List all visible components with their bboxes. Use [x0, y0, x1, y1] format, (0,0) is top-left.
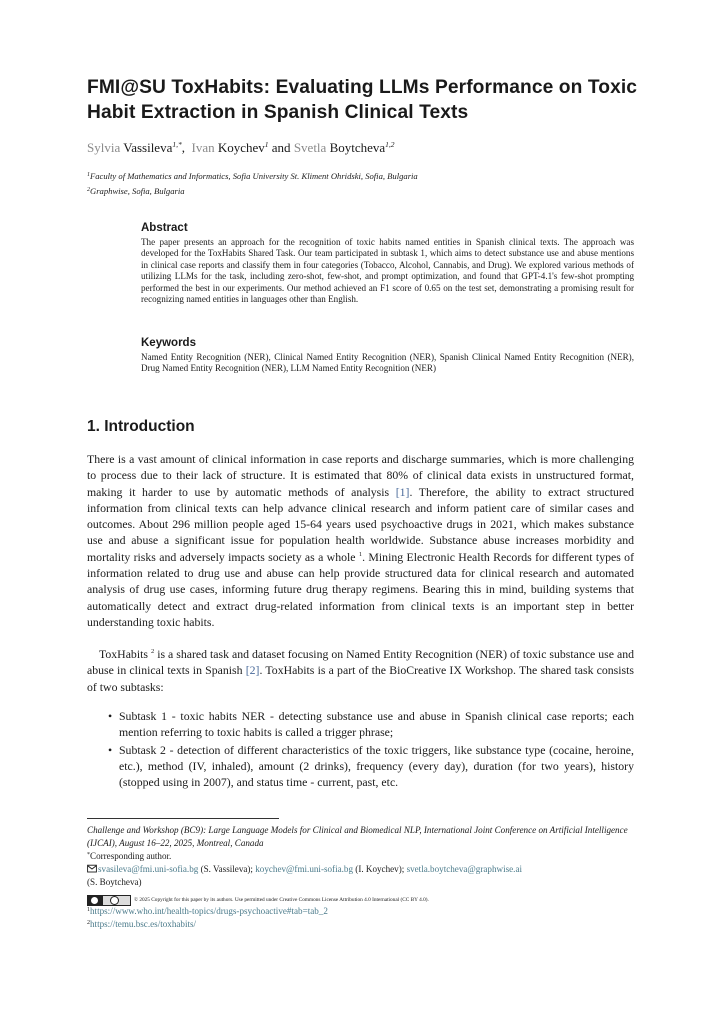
abstract-text: The paper presents an approach for the recognition of toxic habits named entities in Spanish clinical texts. The approach was developed for the ToxHabits Shared Task. Our team participated in subtask 1, which aims to detect substance use and abuse mentions in clinical case reports and classify them in four categories (Tobacco, Alcohol, Cannabis, and Drug). We explored various methods of utilizing LLMs for the task, including zero-shot, few-shot, and prompt optimization, and found that GPT-4.1's few-shot prompting performed the best in our experiments. Our method achieved an F1 score of 0.65 on the test set, demonstrating a promising result for recognizing named entities in languages other than English.: [141, 237, 634, 305]
intro-paragraph-2: ToxHabits $^2$ is a shared task and dataset focusing on Named Entity Recognition (NER) of toxic substance use and abuse in clinical texts in Spanish [2]. ToxHabits is a part of the BioCreative IX Workshop. The shared task consists of two subtasks:: [87, 647, 635, 694]
corresponding-note: *Corresponding author.: [87, 851, 172, 861]
email-icon: [87, 864, 97, 873]
footnote-mark[interactable]: 2: [150, 648, 155, 655]
footnote-link[interactable]: https://www.who.int/health-topics/drugs-psychoactive#tab=tab_2: [90, 906, 328, 916]
email-link[interactable]: svasileva@fmi.uni-sofia.bg: [98, 864, 199, 874]
author: Svetla Boytcheva$^{1,2}$: [293, 140, 395, 155]
author-list: Sylvia Vassileva$^{1,*}$, Ivan Koychev$^1$ and Svetla Boytcheva$^{1,2}$: [87, 140, 395, 155]
footnote-link[interactable]: https://temu.bsc.es/toxhabits/: [90, 919, 197, 929]
conference-note: Challenge and Workshop (BC9): Large Language Models for Clinical and Biomedical NLP, International Joint Conference on Artificial Intelligence (IJCAI), August 16–22, 2025, Montreal, Canada: [87, 825, 628, 848]
affiliation: $^1$Faculty of Mathematics and Informatics, Sofia University St. Kliment Ohridski, Sofia, Bulgaria: [87, 171, 418, 181]
intro-paragraph-1: There is a vast amount of clinical information in case reports and discharge summaries, which is more challenging to process due to their lack of structure. It is estimated that 80% of clinical data exists in unstructured format, making it harder to use by automatic methods of analysis [1]. Therefore, the ability to extract structured information from clinical texts can help advance clinical research and inform patient care of similar cases and outcomes. About 296 million people aged 15-64 years used psychoactive drugs in 2021, which makes substance use and abuse a significant issue for population health worldwide. Substance abuse increases morbidity and mortality risks and adversely impacts society as a whole $^1$. Mining Electronic Health Records for different types of information related to drug use and abuse can help provide structured data for clinical research and automated analysis of drug use cases, informing future drug therapy regimens. Bearing this in mind, building systems that automatically detect and extract drug-related information from clinical texts is an important step in better understanding toxic habits.: [87, 452, 634, 629]
paper-title: FMI@SU ToxHabits: Evaluating LLMs Performance on Toxic Habit Extraction in Spanish Clinical Texts: [87, 77, 638, 123]
author: Sylvia Vassileva$^{1,*}$: [87, 140, 182, 155]
citation-link[interactable]: [2]: [245, 663, 260, 678]
email-list: svasileva@fmi.uni-sofia.bg (S. Vassileva); koychev@fmi.uni-sofia.bg (I. Koychev); svetla.boytcheva@graphwise.ai (S. Boytcheva): [87, 864, 523, 887]
section-heading: 1. Introduction: [87, 418, 195, 435]
footnote-2: $^2$https://temu.bsc.es/toxhabits/: [87, 919, 197, 929]
license-text: © 2025 Copyright for this paper by its authors. Use permitted under Creative Commons License Attribution 4.0 International (CC BY 4.0).: [134, 897, 429, 904]
email-link[interactable]: koychev@fmi.uni-sofia.bg: [255, 864, 354, 874]
license-row: [87, 891, 429, 903]
keywords-heading: Keywords: [141, 337, 196, 349]
author: Ivan Koychev$^1$: [191, 140, 269, 155]
list-item: • Subtask 1 - toxic habits NER - detecting substance use and abuse in Spanish clinical case reports; each mention referring to toxic habits is called a trigger phrase;: [108, 709, 634, 740]
citation-link[interactable]: [1]: [395, 484, 410, 499]
footnote-1: $^1$https://www.who.int/health-topics/drugs-psychoactive#tab=tab_2: [87, 906, 328, 916]
subtask-list: [108, 708, 634, 791]
keywords-text: Named Entity Recognition (NER), Clinical Named Entity Recognition (NER), Spanish Clinical Named Entity Recognition (NER), Drug Named Entity Recognition (NER), LLM Named Entity Recognition (NER): [141, 352, 634, 374]
affiliation: $^2$Graphwise, Sofia, Bulgaria: [87, 186, 185, 196]
email-link[interactable]: svetla.boytcheva@graphwise.ai: [406, 864, 523, 874]
keywords: [141, 336, 634, 375]
abstract-heading: Abstract: [141, 222, 188, 234]
footnote-mark[interactable]: 1: [358, 550, 363, 558]
footnote-rule: [87, 818, 279, 819]
list-item: • Subtask 2 - detection of different characteristics of the toxic triggers, like substance type (cocaine, heroine, etc.), method (IV, inhaled), amount (2 drinks), frequency (every day), duration (for two years), history (stopped using in 2007), and status time - current, past, etc.: [108, 742, 634, 790]
abstract: [141, 221, 634, 305]
